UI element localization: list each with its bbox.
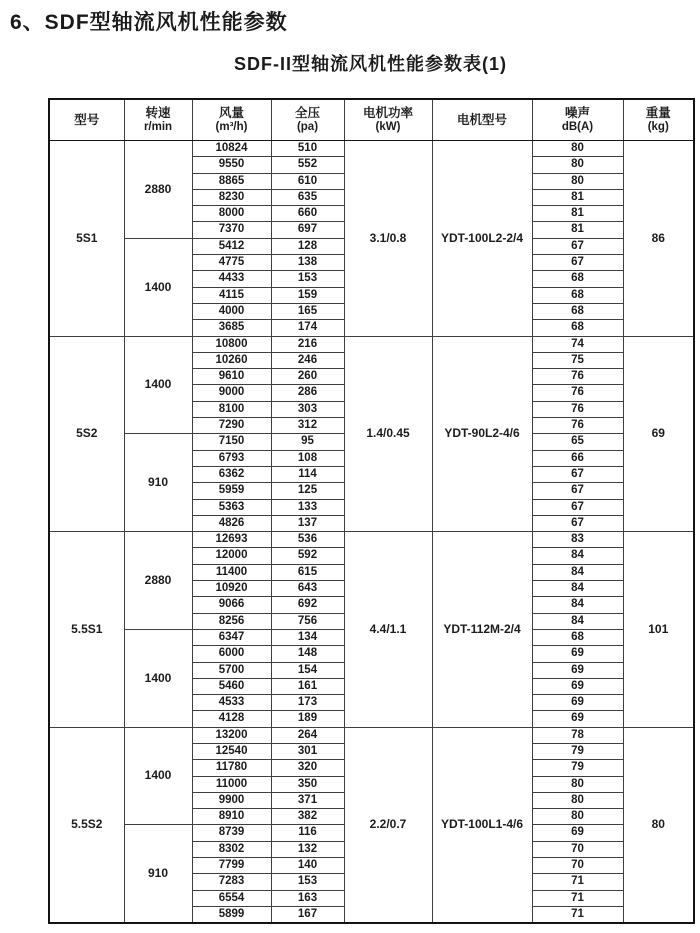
speed-cell: 1400	[124, 238, 192, 336]
performance-table	[48, 98, 695, 924]
weight-cell: 101	[623, 532, 694, 728]
airflow-cell: 4433	[192, 271, 271, 287]
pressure-cell: 159	[271, 287, 344, 303]
pressure-cell: 148	[271, 646, 344, 662]
airflow-cell: 7150	[192, 434, 271, 450]
pressure-cell: 592	[271, 548, 344, 564]
pressure-cell: 350	[271, 776, 344, 792]
pressure-cell: 165	[271, 303, 344, 319]
airflow-cell: 4115	[192, 287, 271, 303]
pressure-cell: 167	[271, 906, 344, 923]
motor-model-cell: YDT-112M-2/4	[432, 532, 532, 728]
pressure-cell: 132	[271, 841, 344, 857]
col-header-pressure: 全压 (pa)	[271, 99, 344, 141]
pressure-cell: 133	[271, 499, 344, 515]
noise-cell: 67	[532, 255, 623, 271]
pressure-cell: 371	[271, 792, 344, 808]
pressure-cell: 173	[271, 695, 344, 711]
table-title: SDF-II型轴流风机性能参数表(1)	[234, 54, 507, 74]
airflow-cell: 7370	[192, 222, 271, 238]
airflow-cell: 8230	[192, 189, 271, 205]
motor-power-cell: 3.1/0.8	[344, 141, 432, 337]
noise-cell: 84	[532, 581, 623, 597]
noise-cell: 67	[532, 238, 623, 254]
speed-cell: 1400	[124, 336, 192, 434]
airflow-cell: 8256	[192, 613, 271, 629]
pressure-cell: 610	[271, 173, 344, 189]
col-header-model: 型号	[49, 99, 124, 141]
airflow-cell: 5460	[192, 678, 271, 694]
weight-cell: 86	[623, 141, 694, 337]
airflow-cell: 12540	[192, 743, 271, 759]
pressure-cell: 153	[271, 874, 344, 890]
airflow-cell: 10800	[192, 336, 271, 352]
noise-cell: 67	[532, 466, 623, 482]
table-row	[49, 532, 694, 548]
airflow-cell: 6000	[192, 646, 271, 662]
noise-cell: 80	[532, 776, 623, 792]
pressure-cell: 246	[271, 352, 344, 368]
airflow-cell: 9000	[192, 385, 271, 401]
speed-cell: 910	[124, 825, 192, 923]
noise-cell: 84	[532, 597, 623, 613]
pressure-cell: 134	[271, 629, 344, 645]
col-header-motor-model: 电机型号	[432, 99, 532, 141]
pressure-cell: 312	[271, 418, 344, 434]
noise-cell: 81	[532, 206, 623, 222]
noise-cell: 84	[532, 548, 623, 564]
pressure-cell: 163	[271, 890, 344, 906]
airflow-cell: 12693	[192, 532, 271, 548]
model-block-5S1	[49, 141, 694, 337]
pressure-cell: 137	[271, 515, 344, 531]
noise-cell: 76	[532, 401, 623, 417]
noise-cell: 69	[532, 646, 623, 662]
motor-power-cell: 2.2/0.7	[344, 727, 432, 923]
noise-cell: 68	[532, 629, 623, 645]
pressure-cell: 95	[271, 434, 344, 450]
airflow-cell: 8000	[192, 206, 271, 222]
pressure-cell: 692	[271, 597, 344, 613]
noise-cell: 71	[532, 906, 623, 923]
col-header-weight: 重量 (kg)	[623, 99, 694, 141]
noise-cell: 75	[532, 352, 623, 368]
noise-cell: 74	[532, 336, 623, 352]
pressure-cell: 140	[271, 858, 344, 874]
weight-cell: 69	[623, 336, 694, 532]
noise-cell: 69	[532, 695, 623, 711]
col-header-speed: 转速 r/min	[124, 99, 192, 141]
col-header-noise: 噪声 dB(A)	[532, 99, 623, 141]
pressure-cell: 161	[271, 678, 344, 694]
noise-cell: 84	[532, 564, 623, 580]
pressure-cell: 260	[271, 369, 344, 385]
noise-cell: 80	[532, 141, 623, 157]
pressure-cell: 303	[271, 401, 344, 417]
table-header	[49, 99, 694, 141]
noise-cell: 68	[532, 287, 623, 303]
airflow-cell: 13200	[192, 727, 271, 743]
airflow-cell: 9610	[192, 369, 271, 385]
model-cell: 5S2	[49, 336, 124, 532]
speed-cell: 910	[124, 434, 192, 532]
speed-cell: 1400	[124, 629, 192, 727]
noise-cell: 70	[532, 841, 623, 857]
pressure-cell: 301	[271, 743, 344, 759]
pressure-cell: 320	[271, 760, 344, 776]
airflow-cell: 6362	[192, 466, 271, 482]
pressure-cell: 635	[271, 189, 344, 205]
noise-cell: 66	[532, 450, 623, 466]
page-title: 6、SDF型轴流风机性能参数	[10, 11, 288, 34]
table-row	[49, 141, 694, 157]
airflow-cell: 10260	[192, 352, 271, 368]
airflow-cell: 3685	[192, 320, 271, 336]
airflow-cell: 10920	[192, 581, 271, 597]
header-row	[49, 99, 694, 141]
motor-power-cell: 1.4/0.45	[344, 336, 432, 532]
airflow-cell: 4775	[192, 255, 271, 271]
noise-cell: 71	[532, 890, 623, 906]
pressure-cell: 382	[271, 809, 344, 825]
noise-cell: 69	[532, 662, 623, 678]
airflow-cell: 8865	[192, 173, 271, 189]
pressure-cell: 114	[271, 466, 344, 482]
model-block-5.5S2	[49, 727, 694, 923]
noise-cell: 67	[532, 499, 623, 515]
speed-cell: 2880	[124, 532, 192, 630]
noise-cell: 67	[532, 483, 623, 499]
airflow-cell: 6347	[192, 629, 271, 645]
noise-cell: 70	[532, 858, 623, 874]
pressure-cell: 615	[271, 564, 344, 580]
model-cell: 5.5S1	[49, 532, 124, 728]
col-header-motor-power: 电机功率 (kW)	[344, 99, 432, 141]
pressure-cell: 128	[271, 238, 344, 254]
noise-cell: 69	[532, 678, 623, 694]
pressure-cell: 552	[271, 157, 344, 173]
model-block-5S2	[49, 336, 694, 532]
noise-cell: 65	[532, 434, 623, 450]
table-row	[49, 727, 694, 743]
airflow-cell: 8302	[192, 841, 271, 857]
pressure-cell: 756	[271, 613, 344, 629]
airflow-cell: 8100	[192, 401, 271, 417]
noise-cell: 68	[532, 271, 623, 287]
pressure-cell: 697	[271, 222, 344, 238]
noise-cell: 67	[532, 515, 623, 531]
noise-cell: 76	[532, 385, 623, 401]
table-row	[49, 336, 694, 352]
pressure-cell: 216	[271, 336, 344, 352]
airflow-cell: 4533	[192, 695, 271, 711]
motor-power-cell: 4.4/1.1	[344, 532, 432, 728]
pressure-cell: 286	[271, 385, 344, 401]
model-block-5.5S1	[49, 532, 694, 728]
pressure-cell: 108	[271, 450, 344, 466]
noise-cell: 81	[532, 189, 623, 205]
motor-model-cell: YDT-100L2-2/4	[432, 141, 532, 337]
noise-cell: 81	[532, 222, 623, 238]
pressure-cell: 153	[271, 271, 344, 287]
speed-cell: 2880	[124, 141, 192, 239]
noise-cell: 80	[532, 809, 623, 825]
noise-cell: 80	[532, 173, 623, 189]
airflow-cell: 4128	[192, 711, 271, 727]
airflow-cell: 7290	[192, 418, 271, 434]
noise-cell: 69	[532, 825, 623, 841]
noise-cell: 68	[532, 303, 623, 319]
airflow-cell: 6554	[192, 890, 271, 906]
noise-cell: 83	[532, 532, 623, 548]
noise-cell: 80	[532, 157, 623, 173]
pressure-cell: 536	[271, 532, 344, 548]
pressure-cell: 510	[271, 141, 344, 157]
airflow-cell: 9550	[192, 157, 271, 173]
noise-cell: 80	[532, 792, 623, 808]
noise-cell: 76	[532, 418, 623, 434]
airflow-cell: 11780	[192, 760, 271, 776]
noise-cell: 79	[532, 760, 623, 776]
noise-cell: 78	[532, 727, 623, 743]
airflow-cell: 5700	[192, 662, 271, 678]
pressure-cell: 189	[271, 711, 344, 727]
motor-model-cell: YDT-90L2-4/6	[432, 336, 532, 532]
col-header-airflow: 风量 (m³/h)	[192, 99, 271, 141]
airflow-cell: 10824	[192, 141, 271, 157]
model-cell: 5S1	[49, 141, 124, 337]
pressure-cell: 125	[271, 483, 344, 499]
airflow-cell: 6793	[192, 450, 271, 466]
pressure-cell: 174	[271, 320, 344, 336]
speed-cell: 1400	[124, 727, 192, 825]
noise-cell: 69	[532, 711, 623, 727]
motor-model-cell: YDT-100L1-4/6	[432, 727, 532, 923]
airflow-cell: 5899	[192, 906, 271, 923]
noise-cell: 76	[532, 369, 623, 385]
airflow-cell: 8739	[192, 825, 271, 841]
pressure-cell: 138	[271, 255, 344, 271]
pressure-cell: 154	[271, 662, 344, 678]
noise-cell: 71	[532, 874, 623, 890]
airflow-cell: 4826	[192, 515, 271, 531]
model-cell: 5.5S2	[49, 727, 124, 923]
noise-cell: 79	[532, 743, 623, 759]
airflow-cell: 5959	[192, 483, 271, 499]
airflow-cell: 5363	[192, 499, 271, 515]
pressure-cell: 116	[271, 825, 344, 841]
airflow-cell: 7799	[192, 858, 271, 874]
airflow-cell: 4000	[192, 303, 271, 319]
airflow-cell: 9066	[192, 597, 271, 613]
noise-cell: 84	[532, 613, 623, 629]
weight-cell: 80	[623, 727, 694, 923]
airflow-cell: 9900	[192, 792, 271, 808]
airflow-cell: 12000	[192, 548, 271, 564]
airflow-cell: 11000	[192, 776, 271, 792]
pressure-cell: 643	[271, 581, 344, 597]
airflow-cell: 8910	[192, 809, 271, 825]
pressure-cell: 660	[271, 206, 344, 222]
airflow-cell: 5412	[192, 238, 271, 254]
airflow-cell: 7283	[192, 874, 271, 890]
airflow-cell: 11400	[192, 564, 271, 580]
noise-cell: 68	[532, 320, 623, 336]
pressure-cell: 264	[271, 727, 344, 743]
